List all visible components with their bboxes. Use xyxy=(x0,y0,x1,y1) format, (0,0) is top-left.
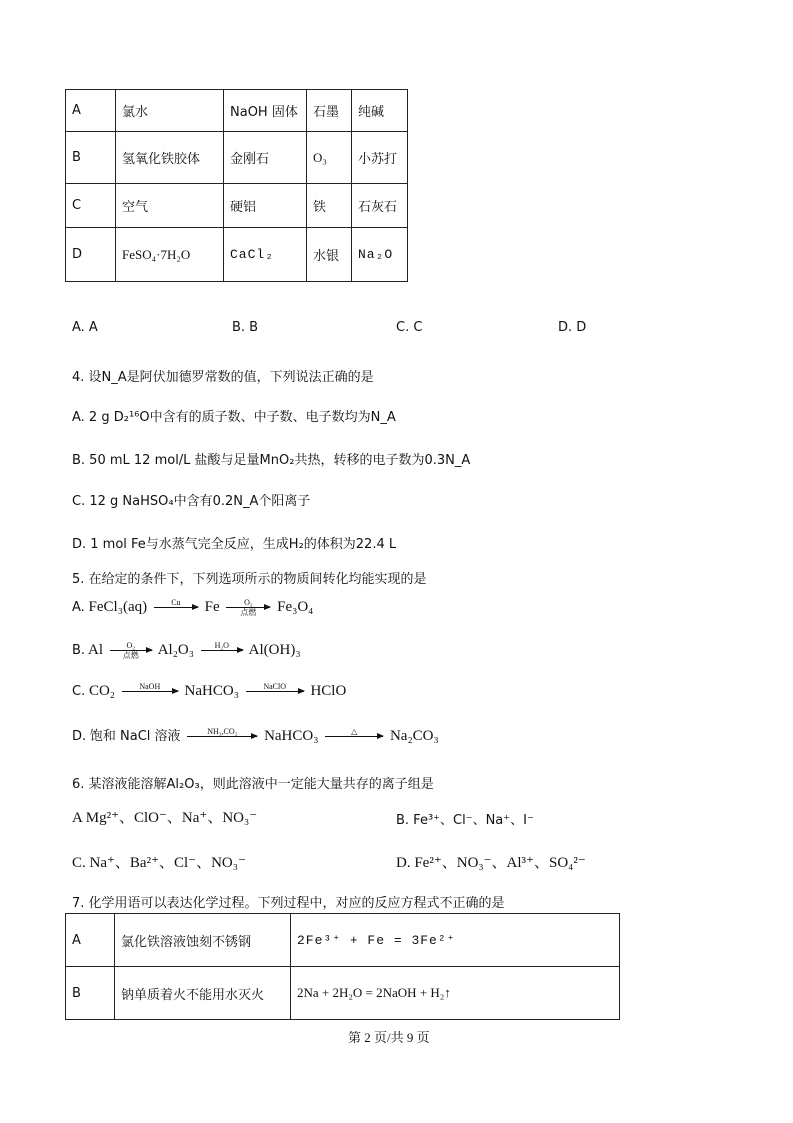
row-label: C xyxy=(66,184,116,228)
option-d: D. D xyxy=(558,320,587,335)
table-cell: O₃ xyxy=(307,132,352,184)
table-cell: 小苏打 xyxy=(352,132,408,184)
table-cell: FeSO₄·7H₂O xyxy=(116,228,224,282)
row-label: A xyxy=(66,914,115,967)
question-4-option-a: A. 2 g D₂¹⁶O中含有的质子数、中子数、电子数均为N_A xyxy=(72,410,396,425)
row-label: B xyxy=(66,967,115,1020)
table-cell: 氯化铁溶液蚀刻不锈钢 xyxy=(115,914,291,967)
table-cell: 金刚石 xyxy=(224,132,307,184)
table-cell: 水银 xyxy=(307,228,352,282)
row-label: A xyxy=(66,90,116,132)
question-5-stem: 5. 在给定的条件下，下列选项所示的物质间转化均能实现的是 xyxy=(72,572,427,587)
question-4-stem: 4. 设N_A是阿伏加德罗常数的值，下列说法正确的是 xyxy=(72,370,374,385)
question-4-option-c: C. 12 g NaHSO₄中含有0.2N_A个阳离子 xyxy=(72,494,311,509)
classification-table xyxy=(65,89,408,282)
question-6-stem: 6. 某溶液能溶解Al₂O₃，则此溶液中一定能大量共存的离子组是 xyxy=(72,777,434,792)
question-6-option-d: D. Fe²⁺、NO₃⁻、Al³⁺、SO₄²⁻ xyxy=(396,855,586,871)
question-5-option-d: D. 饱和 NaCl 溶液 NH₃,CO₂ NaHCO₃ △ Na₂CO₃ xyxy=(72,727,439,744)
table-cell: 2Na + 2H₂O = 2NaOH + H₂↑ xyxy=(291,967,620,1020)
question-6-option-a: A Mg²⁺、ClO⁻、Na⁺、NO₃⁻ xyxy=(72,810,258,826)
table-row xyxy=(66,184,408,228)
table-cell: 2Fe³⁺ + Fe = 3Fe²⁺ xyxy=(291,914,620,967)
question-5-option-b: B. Al O₂ 点燃 Al₂O₃ H₂O Al(OH)₃ xyxy=(72,641,301,660)
table-cell: NaOH 固体 xyxy=(224,90,307,132)
row-label: B xyxy=(66,132,116,184)
table-cell: 石墨 xyxy=(307,90,352,132)
question-4-option-b: B. 50 mL 12 mol/L 盐酸与足量MnO₂共热，转移的电子数为0.3N_A xyxy=(72,453,471,468)
table-row xyxy=(66,967,620,1020)
option-a: A. A xyxy=(72,320,98,335)
table-cell: Na₂O xyxy=(352,228,408,282)
page-footer: 第 2 页/共 9 页 xyxy=(348,1030,430,1045)
question-7-stem: 7. 化学用语可以表达化学过程。下列过程中，对应的反应方程式不正确的是 xyxy=(72,896,505,911)
question-6-option-c: C. Na⁺、Ba²⁺、Cl⁻、NO₃⁻ xyxy=(72,855,246,871)
table-row xyxy=(66,90,408,132)
question-5-option-a: A. FeCl₃(aq) Cu Fe O₂ 点燃 Fe₃O₄ xyxy=(72,598,314,617)
table-cell: 硬铝 xyxy=(224,184,307,228)
question-4-option-d: D. 1 mol Fe与水蒸气完全反应，生成H₂的体积为22.4 L xyxy=(72,537,397,552)
question-6-option-b: B. Fe³⁺、Cl⁻、Na⁺、I⁻ xyxy=(396,813,534,828)
table-cell: 空气 xyxy=(116,184,224,228)
option-b: B. B xyxy=(232,320,259,335)
equation-table xyxy=(65,913,620,1020)
table-row xyxy=(66,914,620,967)
table-cell: 石灰石 xyxy=(352,184,408,228)
table-cell: 纯碱 xyxy=(352,90,408,132)
row-label: D xyxy=(66,228,116,282)
table-cell: 钠单质着火不能用水灭火 xyxy=(115,967,291,1020)
table-row xyxy=(66,228,408,282)
table-cell: CaCl₂ xyxy=(224,228,307,282)
option-c: C. C xyxy=(396,320,423,335)
table-cell: 氯水 xyxy=(116,90,224,132)
table-row xyxy=(66,132,408,184)
table-cell: 氢氧化铁胶体 xyxy=(116,132,224,184)
table-cell: 铁 xyxy=(307,184,352,228)
question-5-option-c: C. CO₂ NaOH NaHCO₃ NaClO HClO xyxy=(72,682,347,699)
